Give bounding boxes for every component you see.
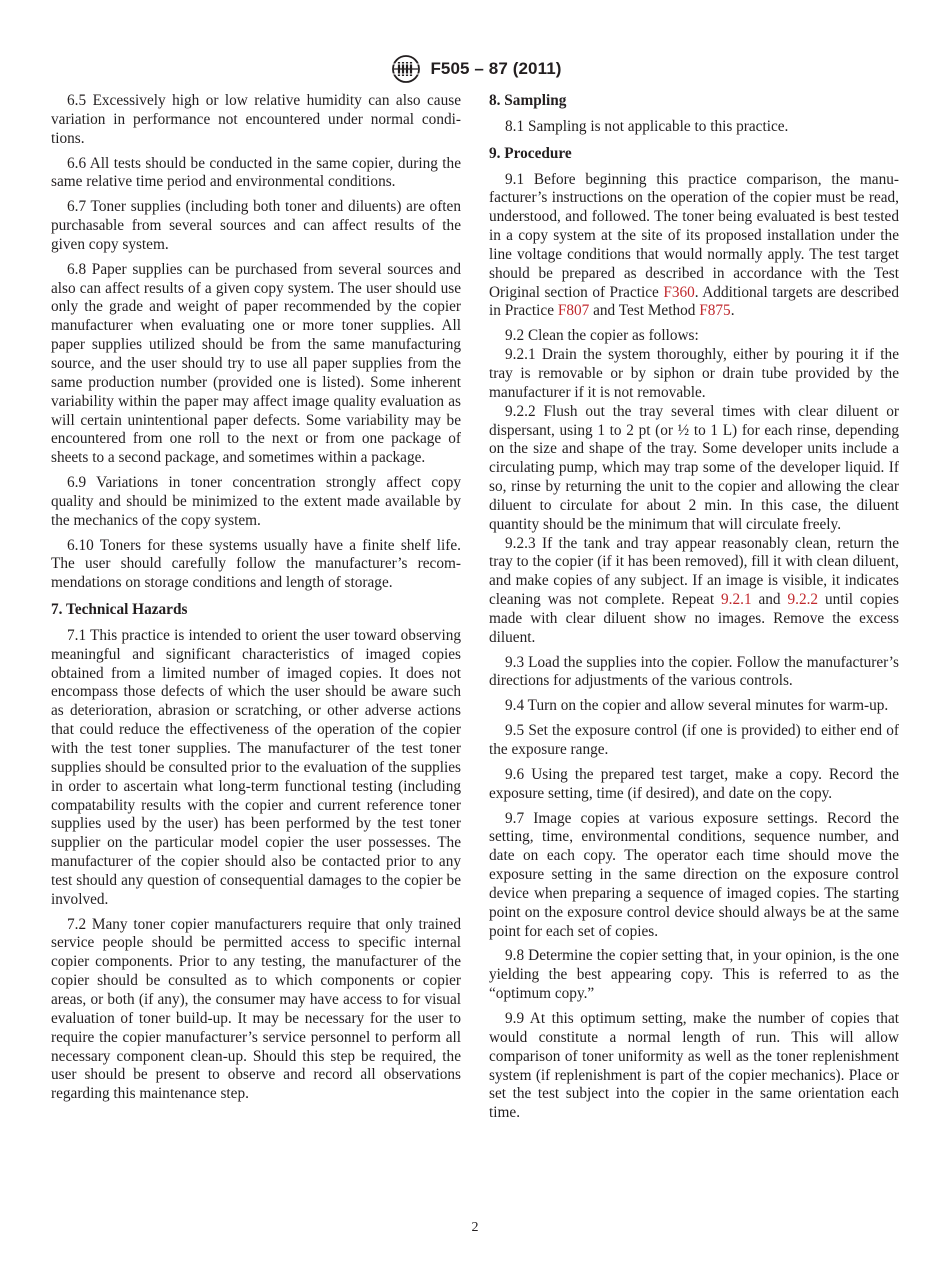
link-f360[interactable]: F360 <box>663 283 695 301</box>
section-heading-7: 7. Technical Hazards <box>51 601 188 619</box>
paragraph-9-8: 9.8 Determine the copier setting that, in your opinion, is the one yielding the best appearing copy. This is referred to as the “optimum copy.” <box>489 947 899 1003</box>
paragraph-9-2: 9.2 Clean the copier as follows: <box>505 327 699 345</box>
paragraph-6-5: 6.5 Excessively high or low relative humidity can also cause variation in performance not encountered under normal conditions. <box>51 92 461 147</box>
paragraph-6-7: 6.7 Toner supplies (including both toner and diluents) are often purchasable from several sources and can affect results of the given copy system. <box>51 198 461 253</box>
paragraph-8-1: 8.1 Sampling is not applicable to this practice. <box>505 117 789 135</box>
paragraph-9-6: 9.6 Using the prepared test target, make a copy. Record the exposure setting, time (if desired), and date on the copy. <box>489 765 899 802</box>
section-heading-9: 9. Procedure <box>489 144 572 162</box>
astm-logo-icon <box>388 54 424 84</box>
link-9-2-2[interactable]: 9.2.2 <box>787 591 819 609</box>
paragraph-9-2-1: 9.2.1 Drain the system thoroughly, either by pouring it if the tray is removable or by siphon or drain tube provided by the manufacturer if it is not removable. <box>489 346 899 401</box>
paragraph-9-5: 9.5 Set the exposure control (if one is provided) to either end of the exposure range. <box>489 722 899 758</box>
paragraph-9-2-2: 9.2.2 Flush out the tray several times with clear diluent or dispersant, using 1 to 2 pt (or ½ to 1 L) for each rinse, depending on the size and shape of the tray. Some developer units include a circulating pump, which may trap some of the developer liquid. If so, rinse by returning the unit to the copier and allowing the clear diluent to circulate for about 2 min. In this case, the diluent quantity should be the minimum that will circulate freely. <box>489 402 899 533</box>
paragraph-7-2: 7.2 Many toner copier manufacturers require that only trained service people should be permitted access to specific internal copier components. Prior to any testing, the manufacturer of the copier should be consulted as to which components or copier areas, or both (if any), the consumer may have access to for visual evaluation of toner build-up. It may be necessary for the user to require the copier manufacturer’s service personnel to perform all necessary component clean-up. Should this step be required, the user should be present to observe and record all observations regarding this maintenance step. <box>51 915 461 1103</box>
paragraph-6-9: 6.9 Variations in toner concentration strongly affect copy quality and should be minimized to the extent made available by the mechanics of the copy system. <box>51 474 461 529</box>
page-header <box>0 54 950 84</box>
section-heading-8: 8. Sampling <box>489 92 567 109</box>
paragraph-9-1: 9.1 Before beginning this practice comparison, the manufacturer’s instructions on the operation of the copier must be read, understood, and followed. The toner being evaluated is best tested in a copy system at the site of its proposed installation under the line voltage conditions that would normally apply. The test target should be prepared as described in accordance with the Test Original section of Practice F360. Additional targets are described in Practice F807 and Test Method F875. <box>489 170 899 320</box>
paragraph-7-1: 7.1 This practice is intended to orient the user toward observing meaningful and significant characteristics of imaged copies obtained from a limited number of imaged copies. It does not encompass those defects of which the user should be aware such as deterioration, abrasion or scratching, or other adverse actions that could reduce the effectiveness of the operation of the copier with the test toner supplies. The manufacturer of the test toner supplies should be consulted prior to the evaluation of the supplies in order to ascertain what long-term functional testing (including compatability results with the copier and current reference toner supplies used by the user) has been performed by the test toner supplier on the particular model copier the user possesses. The manufacturer of the copier should also be contacted prior to any test should any question of consequential damages to the copier be involved. <box>51 626 461 908</box>
paragraph-9-4: 9.4 Turn on the copier and allow several minutes for warm-up. <box>505 697 889 715</box>
paragraph-6-8: 6.8 Paper supplies can be purchased from several sources and also can affect results of a given copy system. The user should use only the grade and weight of paper recommended by the copier manufacturer when evaluating one or more toner supplies. All paper supplies utilized should be from the same manufacturing source, and the user should try to use all paper supplies from the same production number (provided one is listed). Some inherent variability within the paper may affect image quality evaluation as will certain unintentional paper defects. Some variability may be encountered from one roll to the next or from one package of sheets to a second package, and sometimes within a package. <box>51 260 461 467</box>
link-9-2-1[interactable]: 9.2.1 <box>721 591 752 609</box>
document-id: F505 – 87 (2011) <box>430 59 562 78</box>
paragraph-6-6: 6.6 All tests should be conducted in the same copier, during the same relative time period and environmental conditions. <box>51 154 461 191</box>
paragraph-9-9: 9.9 At this optimum setting, make the number of copies that would constitute a normal length of run. This will allow comparison of toner uniformity as well as the toner replenishment system (if replenishment is part of the copier mechanics). Place or set the test subject into the copier in the same orientation each time. <box>489 1009 899 1122</box>
link-f875[interactable]: F875 <box>699 302 731 320</box>
paragraph-6-10: 6.10 Toners for these systems usually have a finite shelf life. The user should carefully follow the manufacturer’s recommendations on storage conditions and length of storage. <box>51 536 461 592</box>
link-f807[interactable]: F807 <box>557 302 590 320</box>
right-column <box>489 92 899 1129</box>
paragraph-9-3: 9.3 Load the supplies into the copier. Follow the manufacturer’s directions for adjustments of the various controls. <box>489 653 899 690</box>
paragraph-9-7: 9.7 Image copies at various exposure settings. Record the setting, time, environmental conditions, sequence number, and date on each copy. The operator each time should move the exposure setting in the same direction on the exposure control device when preparing a sequence of imaged copies. The starting point on the exposure control device should always be at the same point for each set of copies. <box>489 809 899 940</box>
paragraph-9-2-3: 9.2.3 If the tank and tray appear reasonably clean, return the tray to the copier (if it has been removed), fill it with clean diluent, and make copies of any subject. If an image is visible, it indicates cleaning was not complete. Repeat 9.2.1 and 9.2.2 until copies made with clear diluent show no images. Remove the excess diluent. <box>489 534 899 646</box>
left-column <box>51 92 461 1110</box>
page-number: 2 <box>471 1220 479 1235</box>
